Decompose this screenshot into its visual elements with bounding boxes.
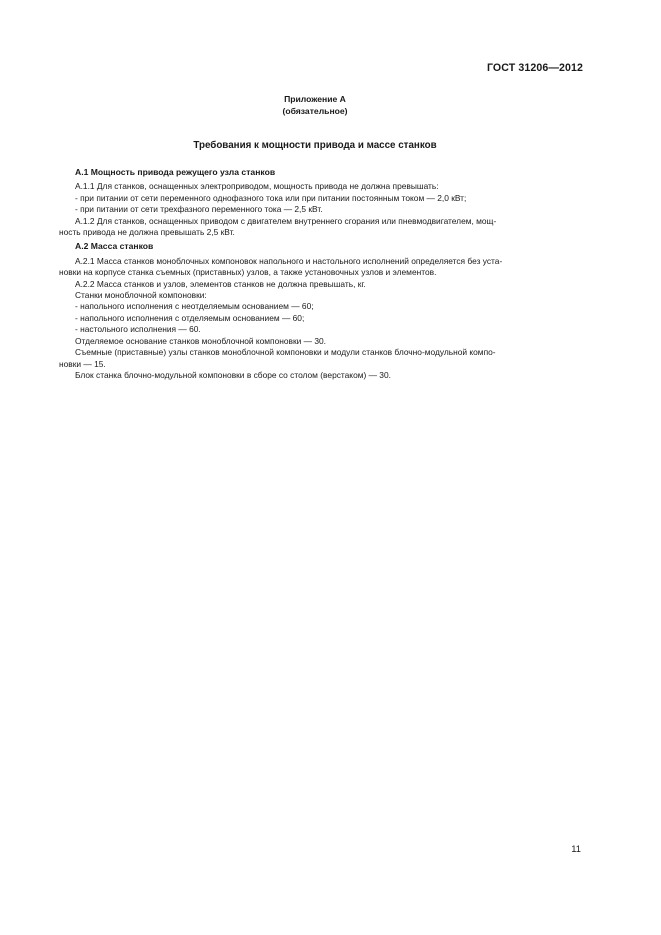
paragraph-line: А.2.2 Масса станков и узлов, элементов станков не должна превышать, кг.: [75, 278, 366, 289]
list-item: - при питании от сети переменного однофазного тока или при питании постоянным током — 2,0 кВт;: [75, 192, 467, 203]
paragraph-line: Блок станка блочно-модульной компоновки в сборе со столом (верстаком) — 30.: [75, 369, 391, 380]
appendix-status: (обязательное): [282, 106, 348, 116]
document-code: ГОСТ 31206—2012: [486, 62, 583, 74]
list-item: - напольного исполнения с отделяемым основанием — 60;: [75, 312, 305, 323]
appendix-heading: [0, 93, 630, 117]
document-body: [59, 167, 583, 381]
paragraph-line: Съемные (приставные) узлы станков моноблочной компоновки и модули станков блочно-модульной компо-: [75, 347, 496, 358]
appendix-label: Приложение А: [284, 94, 346, 104]
paragraph-line: А.2.1 Масса станков моноблочных компоновок напольного и настольного исполнений определяется без уста-: [75, 255, 503, 266]
paragraph-continuation: ность привода не должна превышать 2,5 кВт.: [59, 227, 235, 238]
list-item: - напольного исполнения с неотделяемым основанием — 60;: [75, 301, 314, 312]
page-number: 11: [571, 843, 581, 854]
paragraph-line: А.1.1 Для станков, оснащенных электроприводом, мощность привода не должна превышать:: [75, 181, 439, 192]
paragraph-line: Отделяемое основание станков моноблочной компоновки — 30.: [75, 335, 326, 346]
section-a1-heading: А.1 Мощность привода режущего узла станков: [75, 167, 276, 177]
section-a2-heading: А.2 Масса станков: [75, 241, 154, 252]
list-item: - настольного исполнения — 60.: [75, 324, 201, 335]
page-title: Требования к мощности привода и массе станков: [193, 140, 437, 151]
paragraph-continuation: новки на корпусе станка съемных (приставных) узлов, а также установочных узлов и элементов.: [59, 267, 437, 278]
paragraph-line: Станки моноблочной компоновки:: [75, 290, 207, 301]
paragraph-line: А.1.2 Для станков, оснащенных приводом с двигателем внутреннего сгорания или пневмодвигателем, мощ-: [75, 215, 497, 226]
paragraph-continuation: новки — 15.: [59, 358, 106, 369]
list-item: - при питании от сети трехфазного переменного тока — 2,5 кВт.: [75, 204, 323, 215]
